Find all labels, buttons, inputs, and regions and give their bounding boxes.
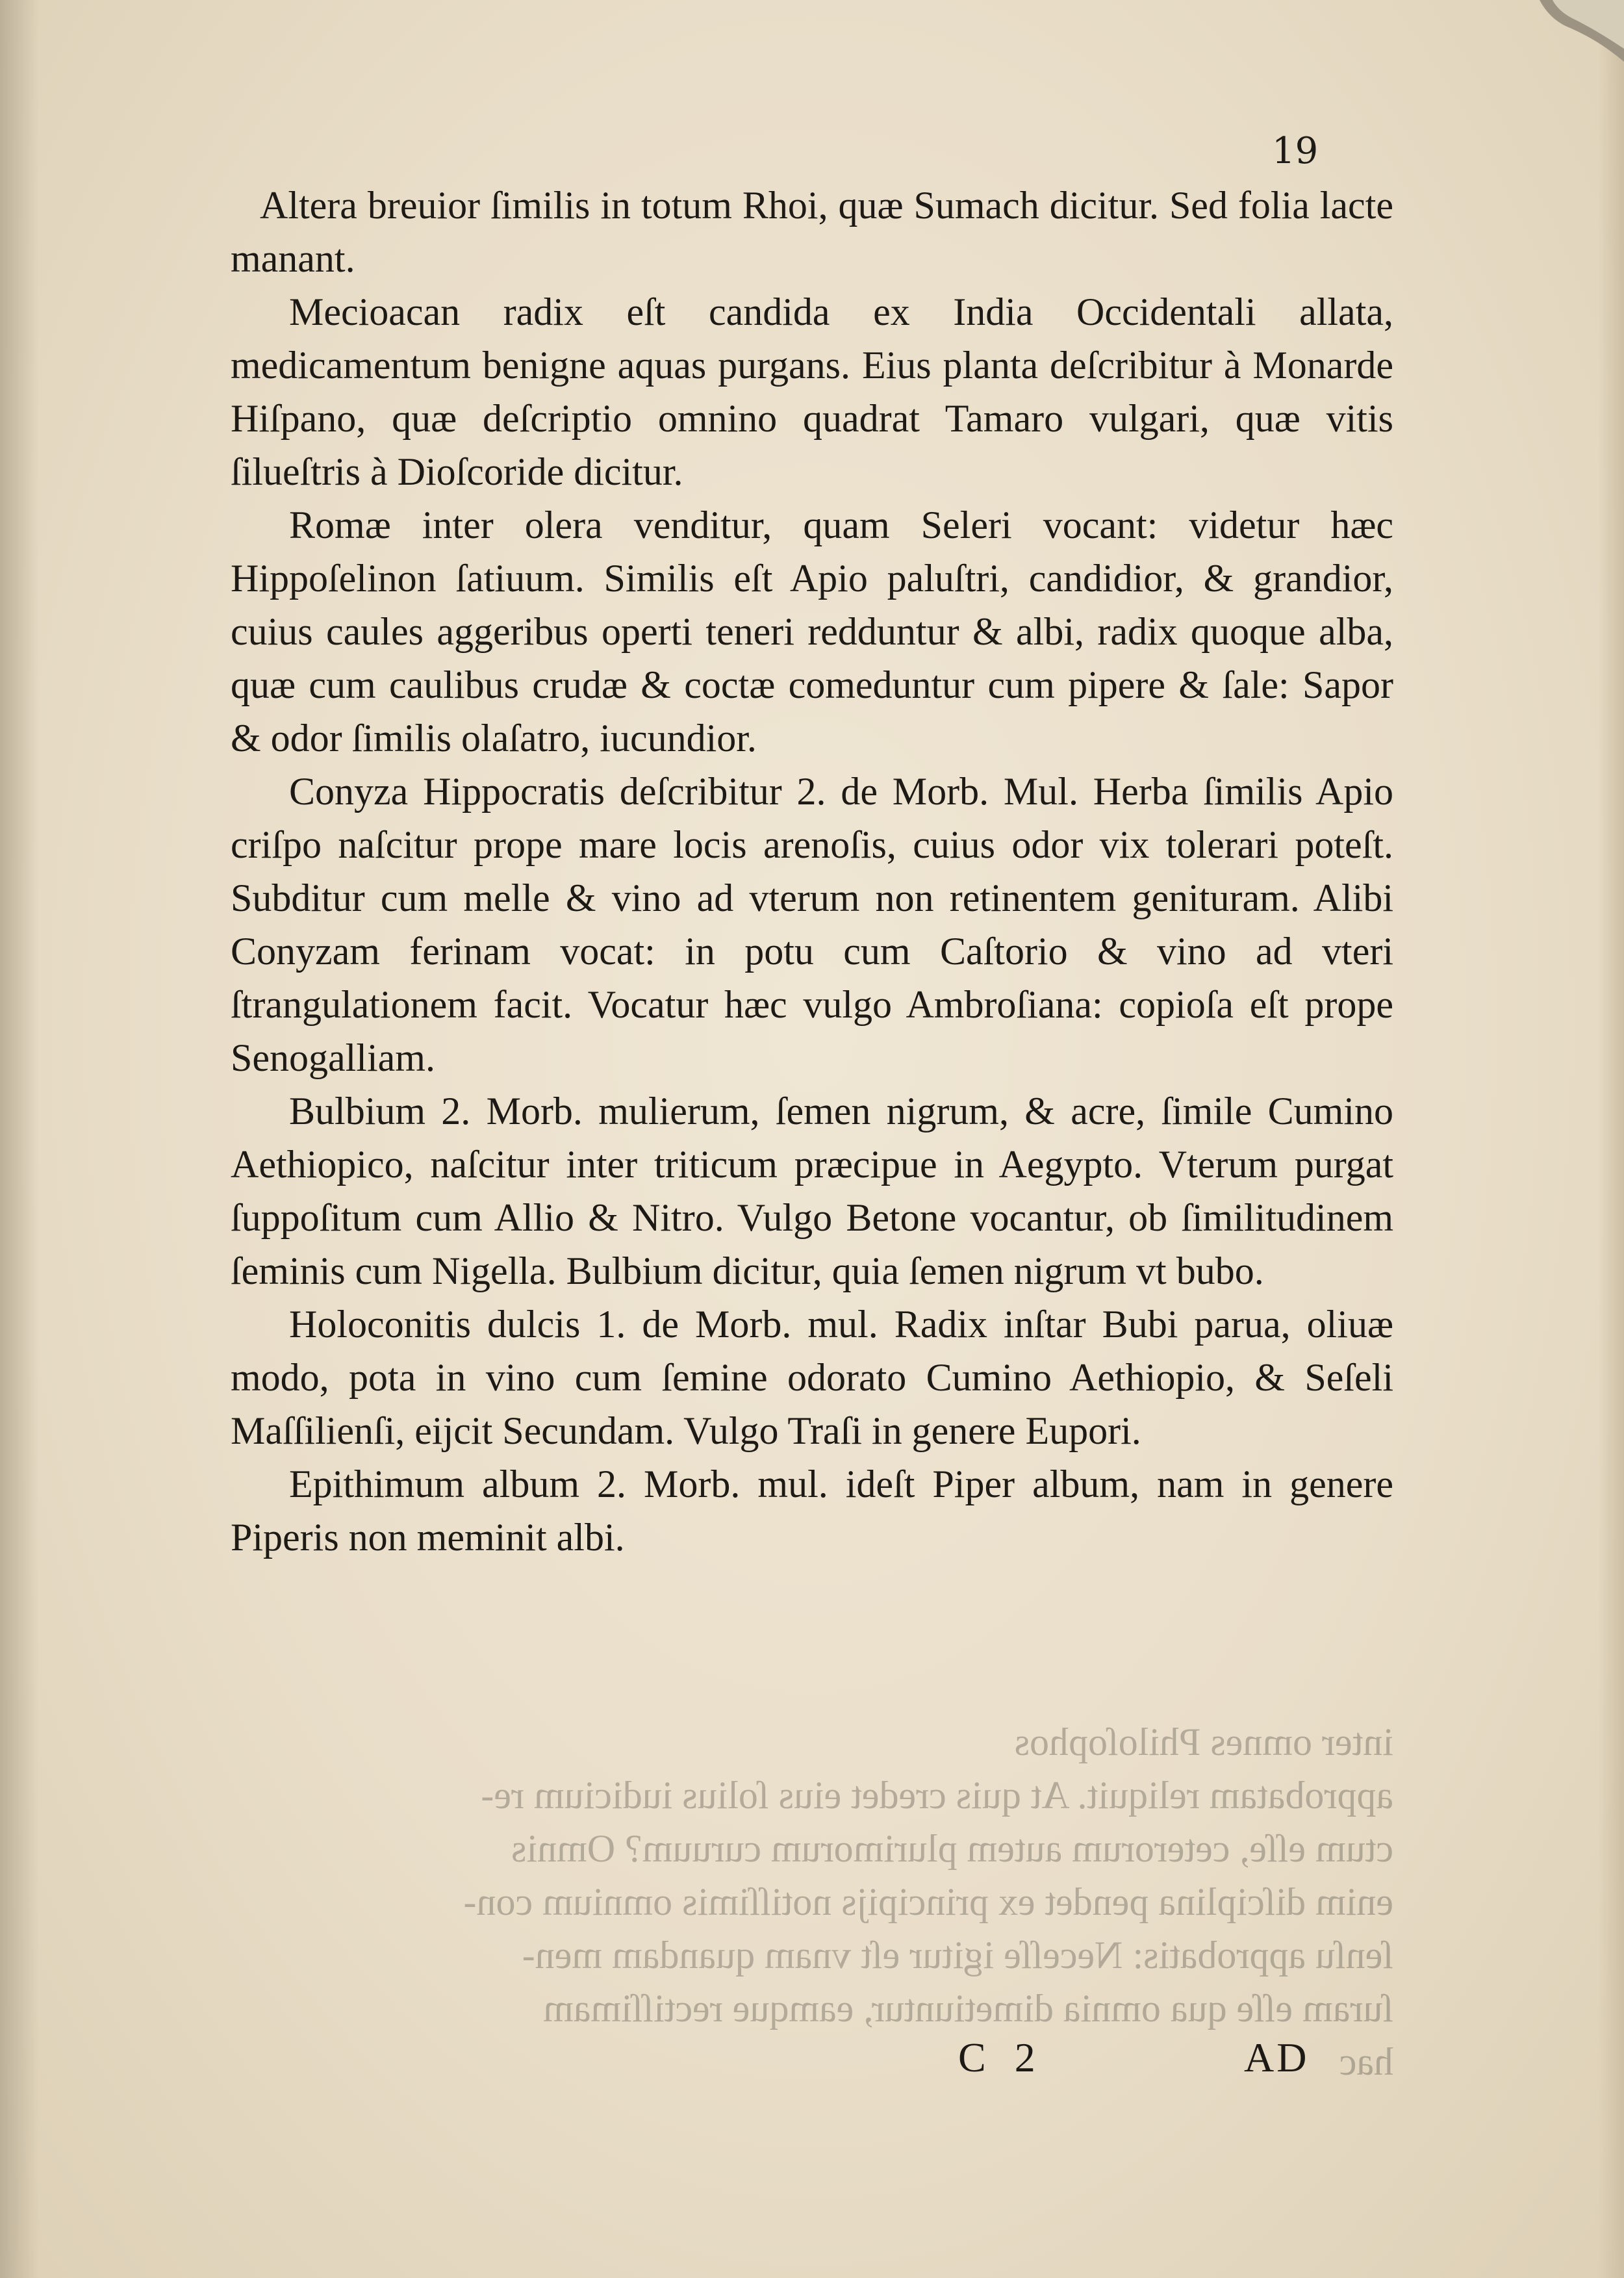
page-left-shadow [0,0,39,2278]
paragraph-epithimum: Epithimum album 2. Morb. mul. ideſt Piper album, nam in genere Piperis non meminit albi. [231,1463,1393,1559]
paragraph-holoconitis: Holoconitis dulcis 1. de Morb. mul. Radix inſtar Bubi parua, oliuæ modo, pota in vino cum ſemine odorato Cumino Aethiopio, & Seſeli Maſſilienſi, eijcit Secundam. Vulgo Traſi in genere Eupori. [231,1303,1393,1452]
show-through-line: ctum eſſe, ceterorum autem plurimorum curuum? Omnis [511,1827,1393,1870]
show-through-line: enim diſciplina pendet ex principijs notiſſimis omnium con- [463,1880,1393,1923]
main-text [231,179,1393,1564]
show-through-line: ſuram eſſe qua omnia dimetiuntur, eamque rectiſſimam [543,1987,1393,2030]
page-number: 19 [1272,130,1319,172]
page-right-shadow [1598,0,1624,2278]
signature-mark: C 2 [958,2034,1045,2080]
show-through-line: ſenſu approbatis: Neceſſe igitur eſt vnam quandam men- [522,1934,1393,1977]
show-through-text [231,1715,1393,2088]
corner-fold-decoration [1527,0,1624,71]
show-through-line: hac [1339,2040,1393,2083]
paragraph-seleri: Romæ inter olera venditur, quam Seleri vocant: videtur hæc Hippoſelinon ſatiuum. Similis eſt Apio paluſtri, candidior, & grandior, cuius caules aggeribus operti teneri redduntur & albi, radix quoque alba, quæ cum caulibus crudæ & coctæ comeduntur cum pipere & ſale: Sapor & odor ſimilis olaſatro, iucundior. [231,504,1393,760]
show-through-line: approbatam reliquit. At quis credet eius ſolius iudicium re- [481,1774,1393,1817]
paragraph-mecioacan: Mecioacan radix eſt candida ex India Occidentali allata, medicamentum benigne aquas purgans. Eius planta deſcribitur à Monarde Hiſpano, quæ deſcriptio omnino quadrat Tamaro vulgari, quæ vitis ſilueſtris à Dioſcoride dicitur. [231,290,1393,493]
paragraph-rhus: Altera breuior ſimilis in totum Rhoi, quæ Sumach dicitur. Sed folia lacte manant. [231,184,1393,280]
catchword: AD [1244,2034,1310,2080]
paragraph-bulbium: Bulbium 2. Morb. mulierum, ſemen nigrum, & acre, ſimile Cumino Aethiopico, naſcitur inter triticum præcipue in Aegypto. Vterum purgat ſuppoſitum cum Allio & Nitro. Vulgo Betone vocantur, ob ſimilitudinem ſeminis cum Nigella. Bulbium dicitur, quia ſemen nigrum vt bubo. [231,1090,1393,1292]
show-through-line: inter omnes Philoſophos [1014,1721,1393,1763]
paragraph-conyza: Conyza Hippocratis deſcribitur 2. de Morb. Mul. Herba ſimilis Apio criſpo naſcitur prope mare locis arenoſis, cuius odor vix tolerari poteſt. Subditur cum melle & vino ad vterum non retinentem genituram. Alibi Conyzam ferinam vocat: in potu cum Caſtorio & vino ad vteri ſtrangulationem facit. Vocatur hæc vulgo Ambroſiana: copioſa eſt prope Senogalliam. [231,770,1393,1079]
